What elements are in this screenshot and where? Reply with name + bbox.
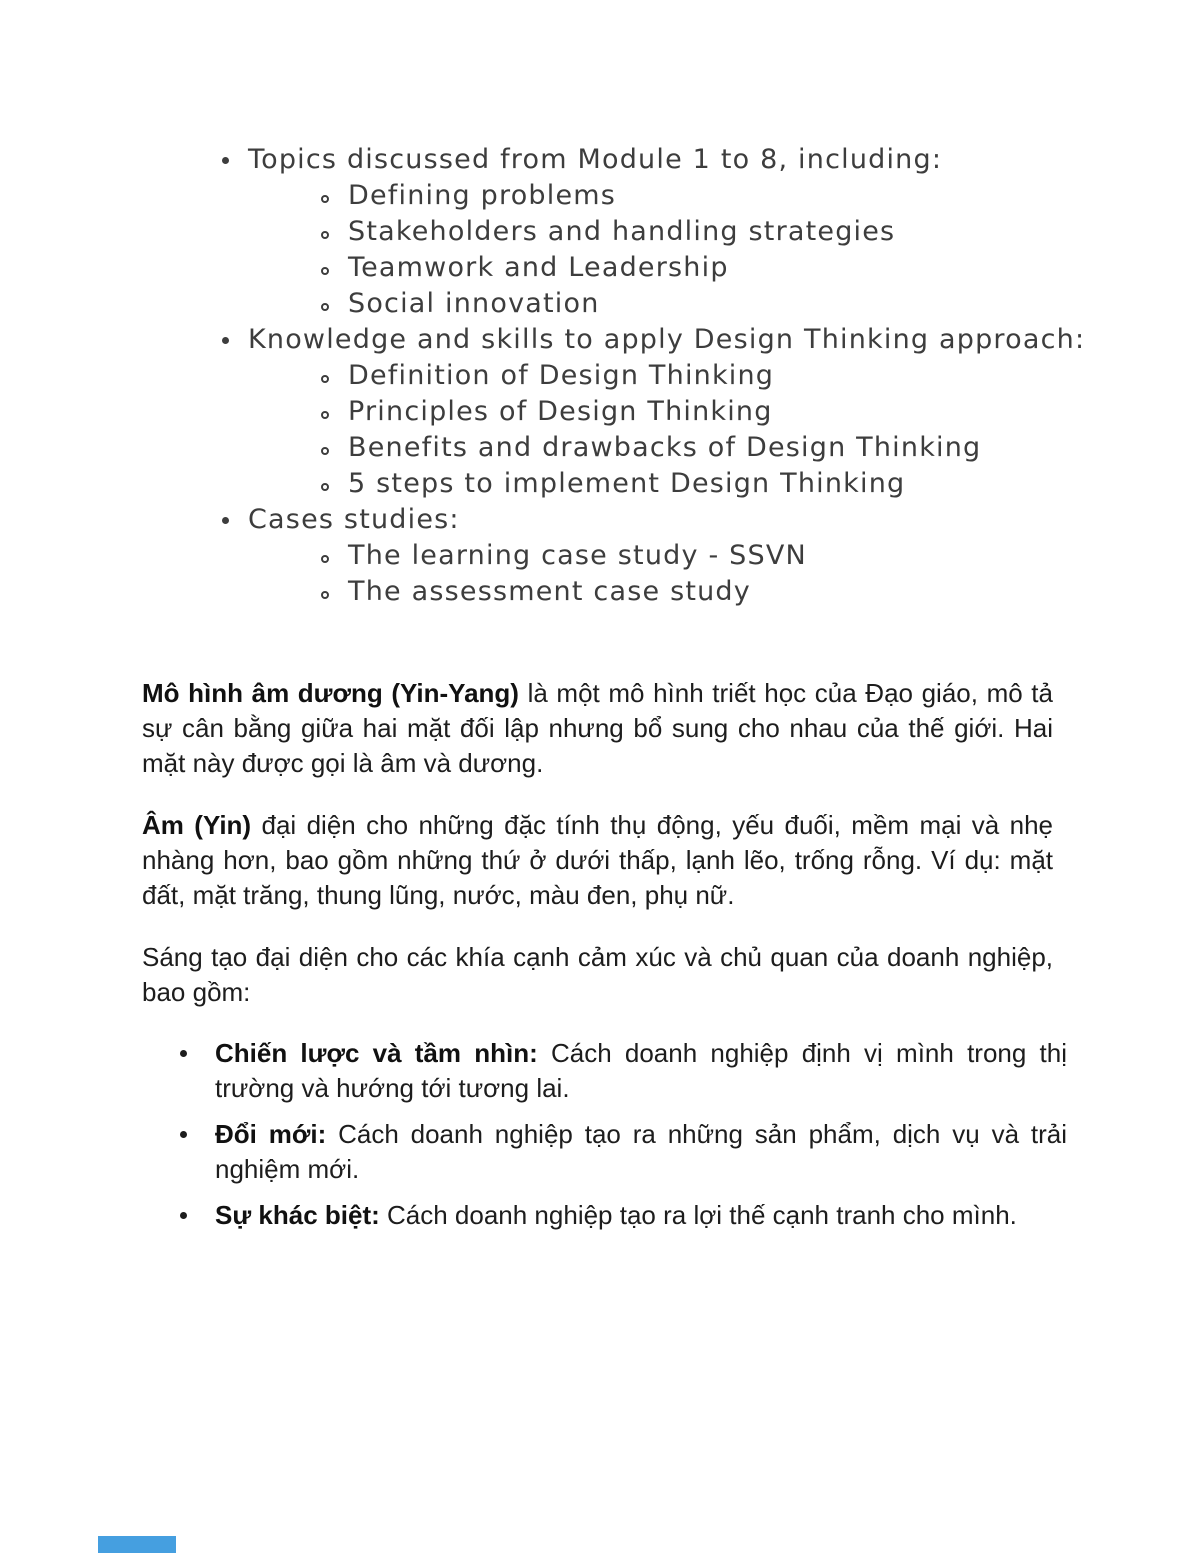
outline-item-text: Cases studies:	[248, 504, 460, 535]
outline-subitem	[215, 250, 1135, 286]
paragraph	[142, 808, 1053, 913]
outline-subitem	[215, 214, 1135, 250]
circle-bullet-icon	[321, 303, 329, 311]
outline-subitem	[215, 286, 1135, 322]
outline-subitem	[215, 358, 1135, 394]
aspect-bullet-list	[178, 1036, 1067, 1244]
outline-item	[215, 502, 1135, 538]
outline-subitem-text: 5 steps to implement Design Thinking	[348, 468, 906, 499]
aspect-bullet-item	[178, 1036, 1067, 1106]
outline-subitem-text: The assessment case study	[348, 576, 751, 607]
outline-subitem-text: Teamwork and Leadership	[348, 252, 729, 283]
outline-subitem-text: Defining problems	[348, 180, 617, 211]
paragraph	[142, 940, 1053, 1010]
circle-bullet-icon	[321, 483, 329, 491]
circle-bullet-icon	[321, 447, 329, 455]
outline-subitem-text: Principles of Design Thinking	[348, 396, 773, 427]
aspect-bullet-bold-lead: Đổi mới:	[215, 1119, 327, 1149]
outline-subitem	[215, 466, 1135, 502]
outline-subitem	[215, 430, 1135, 466]
aspect-bullet-text: Cách doanh nghiệp tạo ra những sản phẩm, dịch vụ và trải nghiệm mới.	[215, 1119, 1067, 1184]
outline-item	[215, 322, 1135, 358]
body-section	[142, 676, 1053, 1010]
bullet-dot-icon	[180, 1050, 187, 1057]
bullet-dot-icon	[180, 1131, 187, 1138]
aspect-bullet-text: Cách doanh nghiệp định vị mình trong thị trường và hướng tới tương lai.	[215, 1038, 1067, 1103]
circle-bullet-icon	[321, 555, 329, 563]
aspect-bullet-bold-lead: Sự khác biệt:	[215, 1200, 380, 1230]
outline-subitem-text: Social innovation	[348, 288, 600, 319]
outline-subitem-text: The learning case study - SSVN	[348, 540, 807, 571]
outline-subitem-text: Stakeholders and handling strategies	[348, 216, 896, 247]
bullet-dot-icon	[222, 337, 229, 344]
aspect-bullet-bold-lead: Chiến lược và tầm nhìn:	[215, 1038, 538, 1068]
paragraph-text: đại diện cho những đặc tính thụ động, yếu đuối, mềm mại và nhẹ nhàng hơn, bao gồm những thứ ở dưới thấp, lạnh lẽo, trống rỗng. Ví dụ: mặt đất, mặt trăng, thung lũng, nước, màu đen, phụ nữ.	[142, 810, 1053, 910]
outline-subitem	[215, 574, 1135, 610]
circle-bullet-icon	[321, 267, 329, 275]
circle-bullet-icon	[321, 411, 329, 419]
circle-bullet-icon	[321, 195, 329, 203]
paragraph-text: Sáng tạo đại diện cho các khía cạnh cảm xúc và chủ quan của doanh nghiệp, bao gồm:	[142, 942, 1053, 1007]
bullet-dot-icon	[222, 157, 229, 164]
circle-bullet-icon	[321, 231, 329, 239]
bullet-dot-icon	[222, 517, 229, 524]
paragraph-bold-lead: Âm (Yin)	[142, 810, 252, 840]
outline-item	[215, 142, 1135, 178]
paragraph-bold-lead: Mô hình âm dương (Yin-Yang)	[142, 678, 519, 708]
aspect-bullet-item	[178, 1117, 1067, 1187]
outline-item-text: Topics discussed from Module 1 to 8, including:	[248, 144, 943, 175]
outline-item-text: Knowledge and skills to apply Design Thinking approach:	[248, 324, 1086, 355]
outline-list	[215, 142, 1135, 610]
circle-bullet-icon	[321, 375, 329, 383]
aspect-bullet-item	[178, 1198, 1067, 1233]
outline-subitem-text: Benefits and drawbacks of Design Thinking	[348, 432, 982, 463]
outline-subitem	[215, 394, 1135, 430]
outline-subitem	[215, 178, 1135, 214]
circle-bullet-icon	[321, 591, 329, 599]
outline-subitem	[215, 538, 1135, 574]
paragraph-text: là một mô hình triết học của Đạo giáo, mô tả sự cân bằng giữa hai mặt đối lập nhưng bổ sung cho nhau của thế giới. Hai mặt này được gọi là âm và dương.	[142, 678, 1053, 778]
aspect-bullet-text: Cách doanh nghiệp tạo ra lợi thế cạnh tranh cho mình.	[379, 1200, 1017, 1230]
outline-subitem-text: Definition of Design Thinking	[348, 360, 775, 391]
paragraph	[142, 676, 1053, 781]
clipped-blue-shape	[98, 1536, 176, 1553]
bullet-dot-icon	[180, 1212, 187, 1219]
